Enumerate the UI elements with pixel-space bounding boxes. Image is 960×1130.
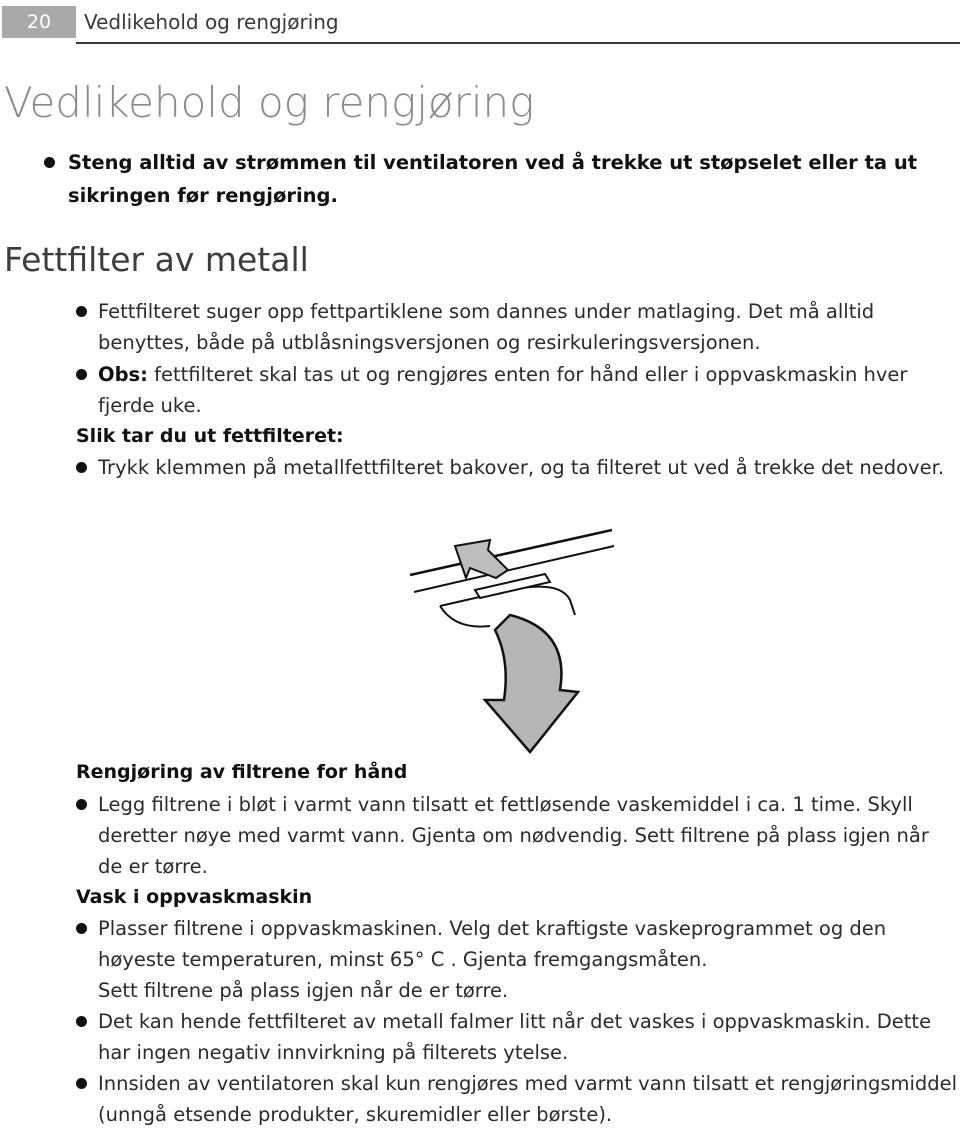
- warning-item: [44, 146, 924, 212]
- list-item: [76, 452, 958, 483]
- list-item: [76, 296, 958, 358]
- bullet-icon: [76, 306, 87, 317]
- bullet-icon: [76, 923, 87, 934]
- obs-text: fettfilteret skal tas ut og rengjøres enten for hånd eller i oppvaskmaskin hver fjerde uke.: [98, 363, 908, 417]
- page-header: [0, 4, 960, 40]
- page-title: Vedlikehold og rengjøring: [4, 78, 535, 127]
- bullet-icon: [76, 1016, 87, 1027]
- list-item: [76, 913, 958, 975]
- bullet-icon: [76, 369, 87, 380]
- obs-label: Obs:: [98, 363, 148, 386]
- list-item-text: Fettfilteret suger opp fettpartiklene som dannes under matlaging. Det må alltid benyttes, både på utblåsningsversjonen og resirkuleringsversjonen.: [98, 300, 875, 354]
- list-item-text: Det kan hende fettfilteret av metall falmer litt når det vaskes i oppvaskmaskin. Dette har ingen negativ innvirkning på filterets ytelse.: [98, 1010, 932, 1064]
- list-item-text: Innsiden av ventilatoren skal kun rengjøres med varmt vann tilsatt et rengjøringsmiddel (unngå etsende produkter, skuremidler eller børste).: [98, 1072, 958, 1126]
- list-item-text: Plasser filtrene i oppvaskmaskinen. Velg det kraftigste vaskeprogrammet og den høyeste temperaturen, minst 65° C . Gjenta fremgangsmåten.: [98, 917, 887, 971]
- list-item-text: [98, 359, 958, 421]
- filter-removal-diagram-icon: [400, 520, 630, 760]
- warning-text: Steng alltid av strømmen til ventilatoren ved å trekke ut støpselet eller ta ut sikringen før rengjøring.: [68, 151, 918, 207]
- section-heading-metal-filter: Fettfilter av metall: [4, 240, 309, 279]
- list-item: [76, 359, 958, 421]
- list-item-text: Legg filtrene i bløt i varmt vann tilsatt et fettløsende vaskemiddel i ca. 1 time. Skyll deretter nøye med varmt vann. Gjenta om nødvendig. Sett filtrene på plass igjen når de er tørre.: [98, 793, 929, 878]
- list-item: [76, 1006, 958, 1068]
- header-rule: [76, 42, 960, 44]
- subheading-dishwasher: Vask i oppvaskmaskin: [76, 886, 313, 908]
- list-item-continuation: Sett filtrene på plass igjen når de er tørre.: [98, 979, 509, 1002]
- running-title: Vedlikehold og rengjøring: [84, 10, 339, 34]
- list-item: [76, 789, 958, 882]
- page-number: 20: [2, 6, 76, 38]
- subheading-hand: Rengjøring av filtrene for hånd: [76, 761, 408, 783]
- bullet-icon: [76, 462, 87, 473]
- list-item: [76, 1068, 958, 1130]
- bullet-icon: [76, 1078, 87, 1089]
- bullet-icon: [76, 799, 87, 810]
- bullet-icon: [44, 157, 55, 168]
- subheading-removal: Slik tar du ut fettfilteret:: [76, 425, 344, 447]
- list-item-text: Trykk klemmen på metallfettfilteret bakover, og ta filteret ut ved å trekke det nedover.: [98, 456, 945, 479]
